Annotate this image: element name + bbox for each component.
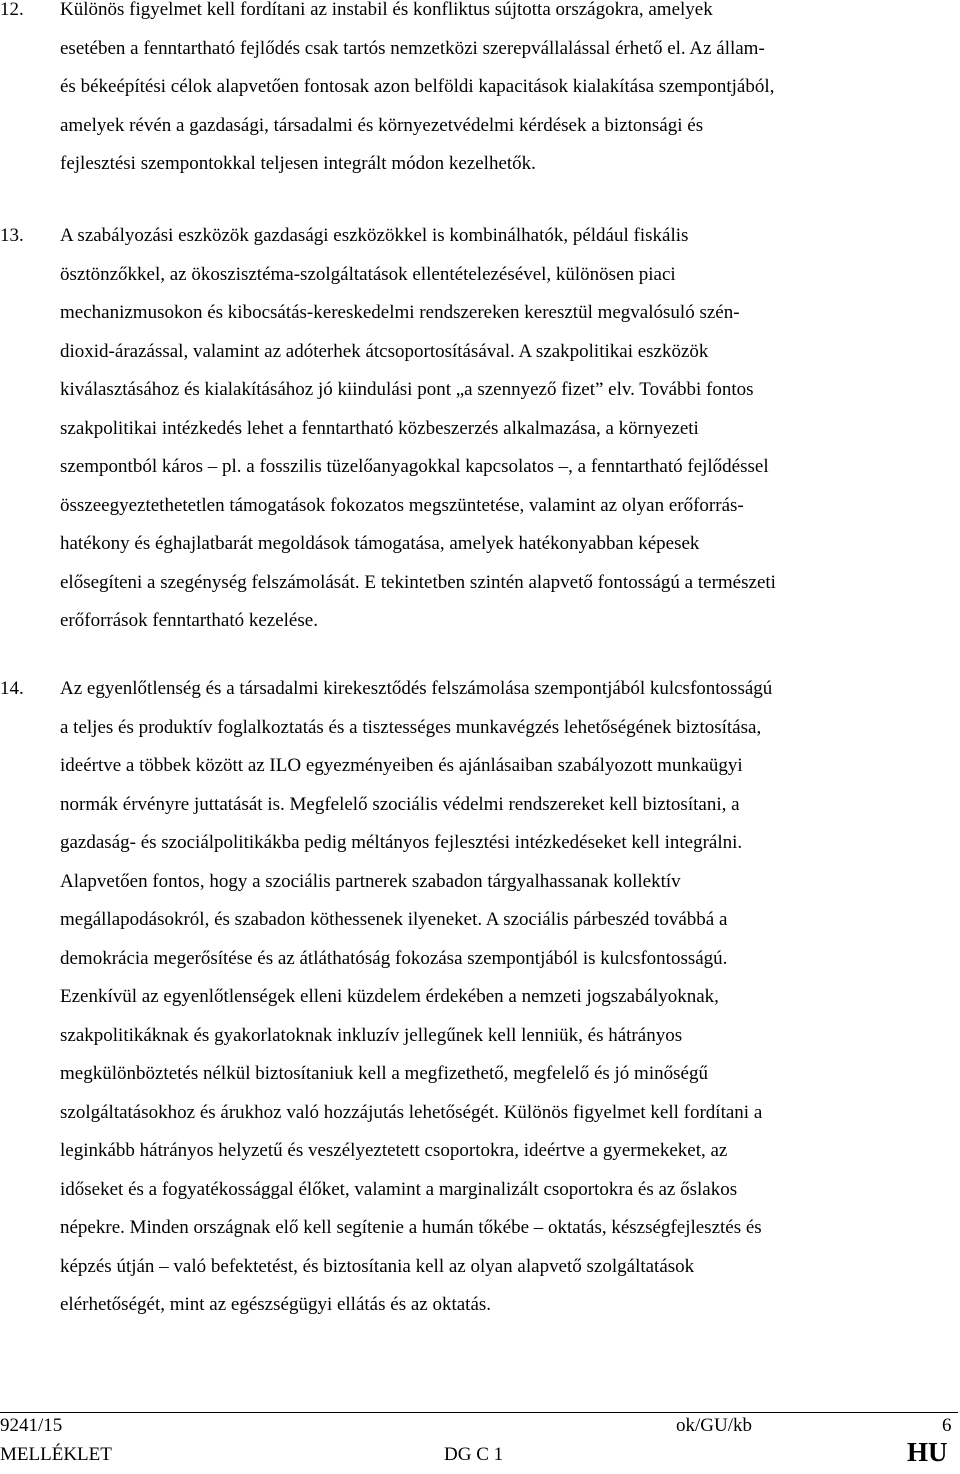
text-line: amelyek révén a gazdasági, társadalmi és környezetvédelmi kérdések a biztonsági és: [60, 114, 704, 136]
author-initials: ok/GU/kb: [676, 1415, 752, 1436]
text-line: demokrácia megerősítése és az átláthatóság fokozása szempontjából is kulcsfontosságú.: [60, 947, 728, 969]
text-line: esetében a fenntartható fejlődés csak tartós nemzetközi szerepvállalással érhető el. Az állam-: [60, 37, 765, 59]
text-line: normák érvényre juttatását is. Megfelelő szociális védelmi rendszereket kell biztosítani, a: [60, 793, 740, 815]
text-line: Alapvetően fontos, hogy a szociális partnerek szabadon tárgyalhassanak kollektív: [60, 870, 681, 892]
paragraph-number: 14.: [0, 678, 24, 699]
text-line: fejlesztési szempontokkal teljesen integrált módon kezelhetők.: [60, 153, 536, 174]
text-line: Ezenkívül az egyenlőtlenségek elleni küzdelem érdekében a nemzeti jogszabályoknak,: [60, 986, 719, 1007]
text-line: időseket és a fogyatékossággal élőket, valamint a marginalizált csoportokra és az őslakos: [60, 1178, 738, 1200]
dg-label: DG C 1: [444, 1444, 504, 1465]
text-line: elérhetőségét, mint az egészségügyi ellátás és az oktatás.: [60, 1294, 492, 1315]
text-line: népekre. Minden országnak elő kell segítenie a humán tőkébe – oktatás, készségfejlesztés és: [60, 1217, 762, 1238]
text-line: megállapodásokról, és szabadon köthessenek ilyeneket. A szociális párbeszéd továbbá a: [60, 909, 728, 930]
annex-label: MELLÉKLET: [0, 1444, 112, 1465]
text-line: megkülönböztetés nélkül biztosítaniuk kell a megfizethető, megfelelő és jó minőségű: [60, 1063, 708, 1084]
text-line: képzés útján – való befektetést, és biztosítania kell az olyan alapvető szolgáltatások: [60, 1255, 695, 1277]
language-code: HU: [907, 1437, 948, 1467]
paragraph-12: [0, 0, 958, 184]
paragraph-number: 12.: [0, 0, 24, 20]
doc-number: 9241/15: [0, 1415, 63, 1436]
text-line: és békeépítési célok alapvetően fontosak azon belföldi kapacitások kialakítása szempontjából,: [60, 76, 775, 97]
text-line: szakpolitikáknak és gyakorlatoknak inkluzív jellegűnek kell lenniük, és hátrányos: [60, 1024, 683, 1046]
text-line: A szabályozási eszközök gazdasági eszközökkel is kombinálhatók, például fiskális: [60, 225, 689, 246]
paragraph-14: [0, 670, 958, 1325]
text-line: dioxid-árazással, valamint az adóterhek átcsoportosításával. A szakpolitikai eszközök: [60, 340, 709, 362]
text-line: ideértve a többek között az ILO egyezményeiben és ajánlásaiban szabályozott munkaügyi: [60, 755, 743, 776]
text-line: erőforrások fenntartható kezelése.: [60, 610, 318, 631]
text-line: a teljes és produktív foglalkoztatás és a tisztességes munkavégzés lehetőségének biztosítása,: [60, 716, 762, 738]
text-line: elősegíteni a szegénység felszámolását. E tekintetben szintén alapvető fontosságú a természeti: [60, 571, 776, 593]
paragraph-number: 13.: [0, 225, 24, 246]
text-line: összeegyeztethetetlen támogatások fokozatos megszüntetése, valamint az olyan erőforrás-: [60, 494, 744, 516]
paragraph-13: [0, 217, 958, 641]
text-line: mechanizmusokon és kibocsátás-kereskedelmi rendszereken keresztül megvalósuló szén-: [60, 302, 740, 323]
text-line: leginkább hátrányos helyzetű és veszélyeztetett csoportokra, ideértve a gyermekeket, az: [60, 1140, 728, 1161]
text-line: hatékony és éghajlatbarát megoldások támogatása, amelyek hatékonyabban képesek: [60, 533, 700, 554]
text-line: szakpolitikai intézkedés lehet a fenntartható közbeszerzés alkalmazása, a környezeti: [60, 417, 699, 439]
page-number: 6: [942, 1415, 952, 1436]
text-line: Különös figyelmet kell fordítani az instabil és konfliktus sújtotta országokra, amelyek: [60, 0, 713, 20]
text-line: szempontból káros – pl. a fosszilis tüzelőanyagokkal kapcsolatos –, a fenntartható fejlődéssel: [60, 456, 769, 477]
text-line: ösztönzőkkel, az ökoszisztéma-szolgáltatások ellentételezésével, különösen piaci: [60, 263, 676, 285]
footer-rule: [0, 1412, 958, 1413]
text-line: szolgáltatásokhoz és árukhoz való hozzájutás lehetőségét. Különös figyelmet kell fordítani a: [60, 1101, 763, 1123]
text-line: gazdaság- és szociálpolitikákba pedig méltányos fejlesztési intézkedéseket kell integrálni.: [60, 832, 743, 853]
text-line: kiválasztásához és kialakításához jó kiindulási pont „a szennyező fizet” elv. További fontos: [60, 379, 754, 400]
text-line: Az egyenlőtlenség és a társadalmi kirekesztődés felszámolása szempontjából kulcsfontosságú: [60, 678, 773, 699]
